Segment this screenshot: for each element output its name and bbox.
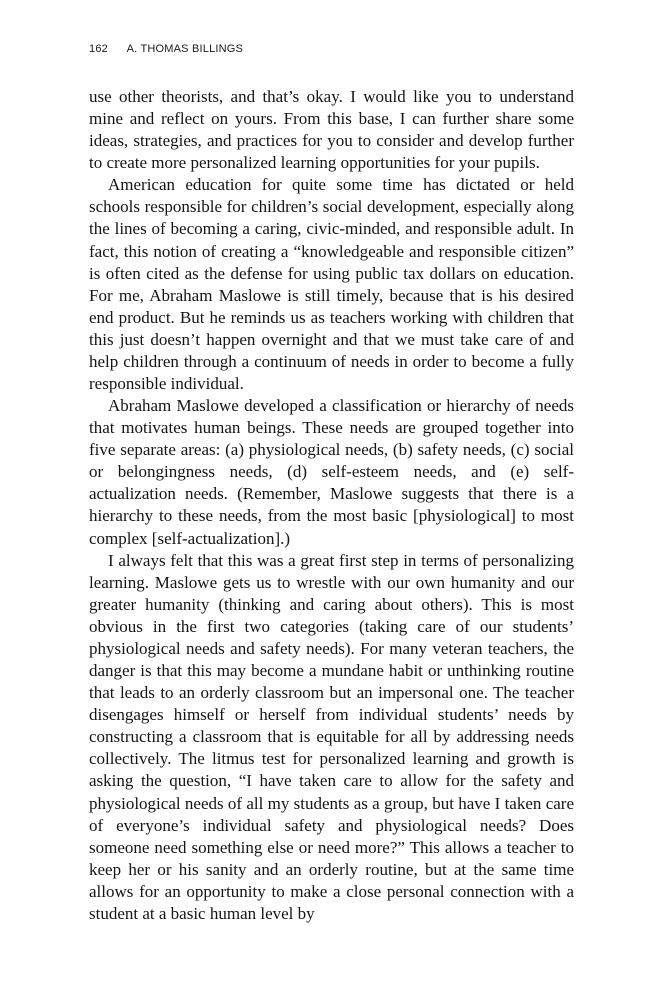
running-title: A. THOMAS BILLINGS xyxy=(126,43,244,55)
paragraph-personalizing-learning: I always felt that this was a great first step in terms of personalizing learning. Maslowe gets us to wrestle with our own humanity and our greater humanity (thinking and caring about others). This is most obvious in the first two categories (taking care of our students’ physiological needs and safety needs). For many veteran teachers, the danger is that this may become a mundane habit or unthinking routine that leads to an orderly classroom but an impersonal one. The teacher disengages himself or herself from individual students’ needs by constructing a classroom that is equitable for all by addressing needs collectively. The litmus test for personalized learning and growth is asking the question, “I have taken care to allow for the safety and physiological needs of all my students as a group, but have I taken care of everyone’s individual safety and physiological needs? Does someone need something else or need more?” This allows a teacher to keep her or his sanity and an orderly routine, but at the same time allows for an opportunity to make a close personal connection with a student at a basic human level by xyxy=(89,550,574,923)
running-head xyxy=(89,43,243,55)
page-number: 162 xyxy=(89,43,108,55)
paragraph-american-education: American education for quite some time has dictated or held schools responsible for children’s social development, especially along the lines of becoming a caring, civic-minded, and responsible adult. In fact, this notion of creating a “knowledgeable and responsible citizen” is often cited as the defense for using public tax dollars on education. For me, Abraham Maslowe is still timely, because that is his desired end product. But he reminds us as teachers working with children that this just doesn’t happen overnight and that we must take care of and help children through a continuum of needs in order to become a fully responsible individual. xyxy=(89,175,574,394)
paragraph-continued: use other theorists, and that’s okay. I would like you to understand mine and reflect on yours. From this base, I can further share some ideas, strategies, and practices for you to consider and develop further to create more personalized learning opportunities for your pupils. xyxy=(89,87,574,173)
body-text xyxy=(89,86,574,925)
paragraph-hierarchy-of-needs: Abraham Maslowe developed a classification or hierarchy of needs that motivates human beings. These needs are grouped together into five separate areas: (a) physiological needs, (b) safety needs, (c) social or belongingness needs, (d) self-esteem needs, and (e) self-actualization needs. (Remember, Maslowe suggests that there is a hierarchy to these needs, from the most basic [physiological] to most complex [self-actualization].) xyxy=(89,396,574,548)
